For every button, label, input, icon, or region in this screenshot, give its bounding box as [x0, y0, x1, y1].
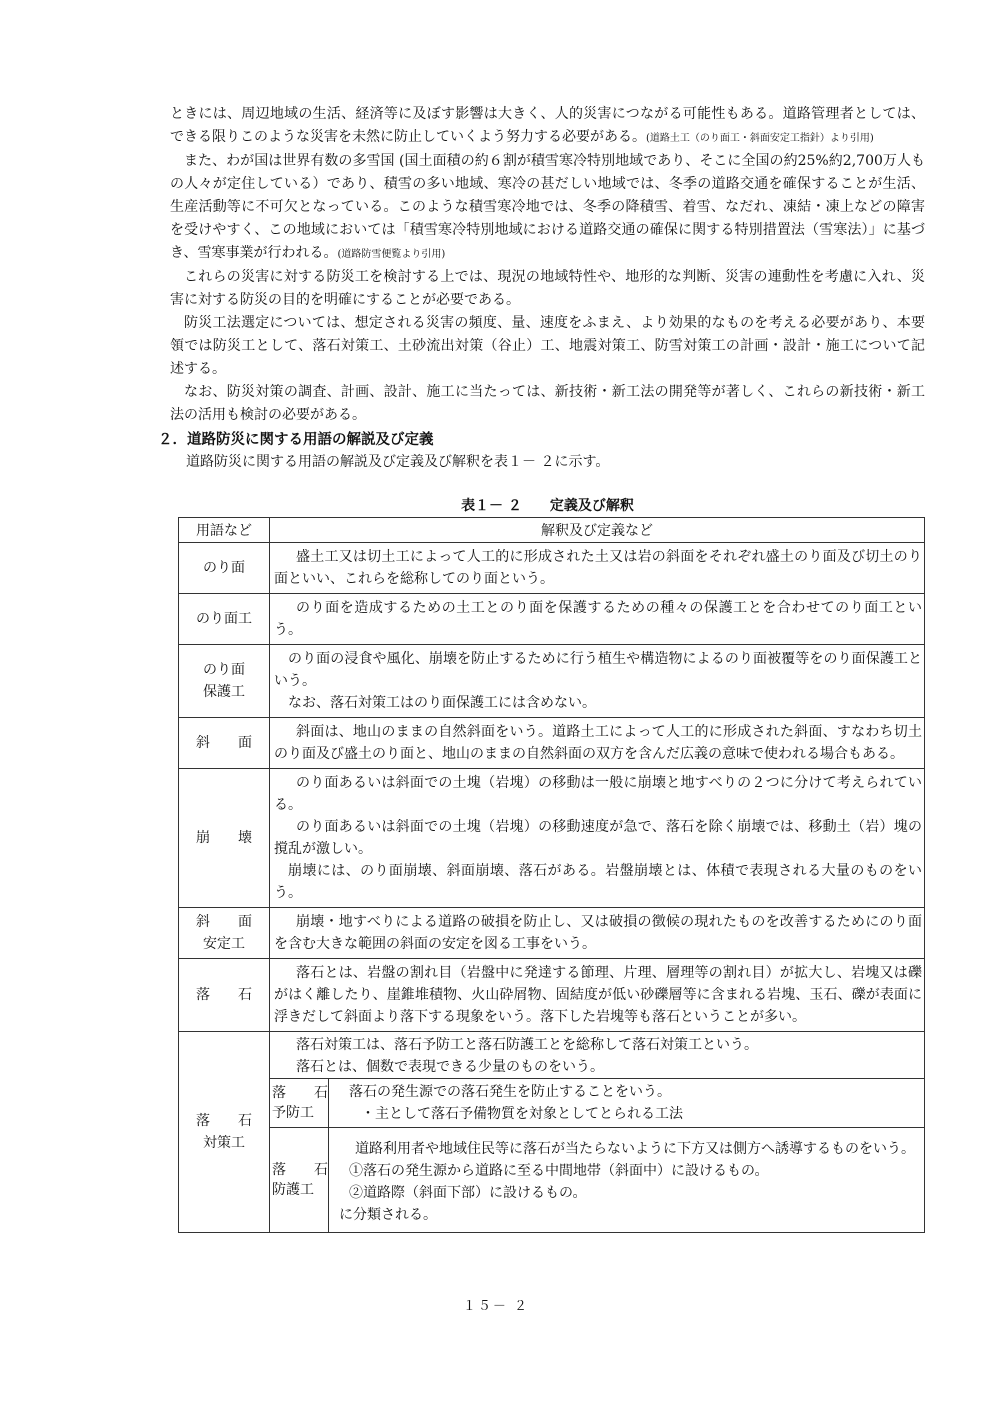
desc-cell: [270, 594, 925, 645]
desc-text: 道路利用者や地域住民等に落石が当たらないように下方又は側方へ誘導するものをいう。: [355, 1141, 915, 1157]
desc-text: のり面を造成するための土工とのり面を保護するための種々の保護工とを合わせてのり面工という。: [274, 600, 922, 638]
term-line: 予防工: [272, 1105, 314, 1121]
paragraph-2-text: また、わが国は世界有数の多雪国 (国土面積の約６割が積雪寒冷特別地域であり、そこに全国の約25%約2,700万人もの人々が定住している）であり、積雪の多い地域、寒冷の甚だしい地域では、冬季の道路交通を確保することが生活、生産活動等に不可欠となっている。このような積雪寒冷地では、冬季の降積雪、着雪、なだれ、凍結・凍上などの障害を受けやすく、この地域においては「積雪寒冷特別地域における道路交通の確保に関する特別措置法（雪寒法）」に基づき、雪寒事業が行われる。: [170, 153, 925, 261]
table-row: [179, 769, 925, 908]
desc-text: に分類される。: [339, 1207, 437, 1223]
term-cell: のり面工: [179, 594, 270, 645]
section-intro: 道路防災に関する用語の解説及び定義及び解釈を表１－ ２に示す。: [186, 454, 610, 470]
desc-cell: [270, 908, 925, 959]
table-row: [179, 908, 925, 959]
term-cell: 斜 面: [179, 718, 270, 769]
page-body: [158, 103, 925, 1233]
term-cell: 崩 壊: [179, 769, 270, 908]
desc-text: 落石とは、個数で表現できる少量のものをいう。: [296, 1059, 604, 1075]
header-term: 用語など: [179, 518, 270, 543]
term-line: のり面: [203, 662, 245, 678]
desc-text: ・主として落石予備物質を対象としてとられる工法: [361, 1106, 683, 1122]
term-line: 斜 面: [196, 914, 252, 930]
desc-cell: [270, 1032, 925, 1233]
desc-cell: [270, 543, 925, 594]
term-cell: [179, 908, 270, 959]
desc-text: 斜面は、地山のままの自然斜面をいう。道路土工によって人工的に形成された斜面、すなわち切土のり面及び盛土のり面と、地山のままの自然斜面の双方を含んだ広義の意味で使われる場合もある。: [274, 724, 922, 762]
term-cell: [179, 645, 270, 718]
desc-text: 崩壊・地すべりによる道路の破損を防止し、又は破損の徴候の現れたものを改善するためにのり面を含む大きな範囲の斜面の安定を図る工事をいう。: [274, 914, 922, 952]
paragraph-5: なお、防災対策の調査、計画、設計、施工に当たっては、新技術・新工法の開発等が著しく、これらの新技術・新工法の活用も検討の必要がある。: [170, 384, 925, 423]
desc-cell: [270, 718, 925, 769]
desc-cell: [270, 959, 925, 1032]
sub-desc-cell: [329, 1128, 925, 1233]
desc-text: 落石対策工は、落石予防工と落石防護工とを総称して落石対策工という。: [296, 1037, 758, 1053]
desc-text: のり面あるいは斜面での土塊（岩塊）の移動速度が急で、落石を除く崩壊では、移動土（岩）塊の撹乱が激しい。: [274, 819, 922, 857]
paragraph-3: これらの災害に対する防災工を検討する上では、現況の地域特性や、地形的な判断、災害の連動性を考慮に入れ、災害に対する防災の目的を明確にすることが必要である。: [170, 269, 925, 308]
term-line: 落 石: [272, 1085, 328, 1101]
sub-term-cell: [270, 1079, 329, 1128]
desc-text: 落石の発生源での落石発生を防止することをいう。: [349, 1084, 671, 1100]
header-description: 解釈及び定義など: [270, 518, 925, 543]
citation-note-1: (道路土工（のり面工・斜面安定工指針）より引用): [646, 133, 874, 144]
paragraph-1-text: ときには、周辺地域の生活、経済等に及ぼす影響は大きく、人的災害につながる可能性もある。道路管理者としては、できる限りこのような災害を未然に防止していくよう努力する必要がある。: [170, 106, 925, 145]
desc-cell: [270, 769, 925, 908]
desc-text: ①落石の発生源から道路に至る中間地帯（斜面中）に設けるもの。: [349, 1163, 769, 1179]
paragraph-2: [170, 150, 925, 266]
sub-table: [270, 1078, 924, 1232]
term-line: 安定工: [203, 936, 245, 952]
term-cell: のり面: [179, 543, 270, 594]
desc-text: 崩壊には、のり面崩壊、斜面崩壊、落石がある。岩盤崩壊とは、体積で表現される大量のものをいう。: [274, 863, 922, 901]
page-number: １５－ ２: [462, 1299, 530, 1314]
term-line: 落 石: [196, 1113, 252, 1129]
desc-text: ②道路際（斜面下部）に設けるもの。: [349, 1185, 587, 1201]
table-row: [179, 594, 925, 645]
sub-term-cell: [270, 1128, 329, 1233]
section-heading: ２．道路防災に関する用語の解説及び定義: [158, 432, 434, 448]
desc-text: なお、落石対策工はのり面保護工には含めない。: [288, 695, 596, 711]
term-line: 落 石: [272, 1162, 328, 1178]
term-line: 保護工: [203, 684, 245, 700]
sub-row: [270, 1079, 924, 1128]
desc-cell: [270, 645, 925, 718]
term-cell: 落 石: [179, 959, 270, 1032]
term-cell: [179, 1032, 270, 1233]
desc-text: 落石とは、岩盤の割れ目（岩盤中に発達する節理、片理、層理等の割れ目）が拡大し、岩塊又は礫がはく離したり、崖錐堆積物、火山砕屑物、固結度が低い砂礫層等に含まれる岩塊、玉石、礫が表面に浮きだして斜面より落下する現象をいう。落下した岩塊等も落石ということが多い。: [274, 965, 922, 1025]
table-caption: 表１－ ２ 定義及び解釈: [461, 498, 634, 514]
term-line: 対策工: [203, 1135, 245, 1151]
citation-note-2: (道路防雪便覧より引用): [337, 249, 446, 260]
sub-row: [270, 1128, 924, 1233]
table-row: [179, 718, 925, 769]
term-line: 防護工: [272, 1182, 314, 1198]
table-row: [179, 1032, 925, 1233]
definitions-table: [178, 517, 925, 1233]
paragraph-4: 防災工法選定については、想定される災害の頻度、量、速度をふまえ、より効果的なものを考える必要があり、本要領では防災工として、落石対策工、土砂流出対策（谷止）工、地震対策工、防雪対策工の計画・設計・施工について記述する。: [170, 315, 925, 377]
sub-desc-cell: [329, 1079, 925, 1128]
table-row: [179, 959, 925, 1032]
table-row: [179, 543, 925, 594]
desc-text: のり面の浸食や風化、崩壊を防止するために行う植生や構造物によるのり面被覆等をのり面保護工という。: [274, 651, 922, 689]
table-row: [179, 645, 925, 718]
desc-text: のり面あるいは斜面での土塊（岩塊）の移動は一般に崩壊と地すべりの２つに分けて考えられている。: [274, 775, 922, 813]
table-header-row: [179, 518, 925, 543]
desc-text: 盛土工又は切土工によって人工的に形成された土又は岩の斜面をそれぞれ盛土のり面及び切土のり面といい、これらを総称してのり面という。: [274, 549, 922, 587]
paragraph-1: [170, 103, 925, 150]
